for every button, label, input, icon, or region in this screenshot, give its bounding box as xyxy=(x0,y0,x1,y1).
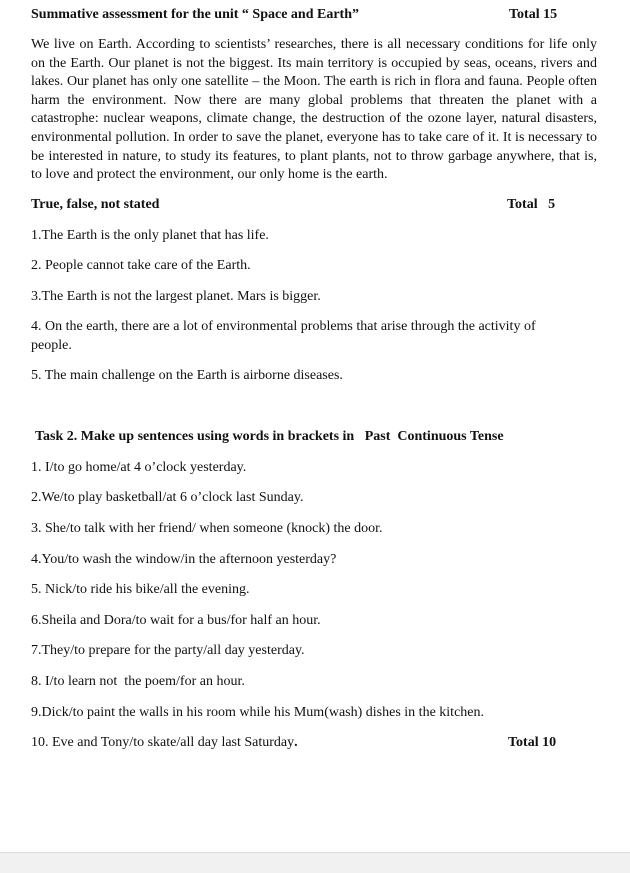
task1-heading: True, false, not stated xyxy=(31,197,160,212)
task2-item: 8. I/to learn not the poem/for an hour. xyxy=(31,674,245,689)
task2-item: 2.We/to play basketball/at 6 o’clock last Sunday. xyxy=(31,490,304,505)
task1-item: 3.The Earth is not the largest planet. Mars is bigger. xyxy=(31,289,321,304)
task2-item: 4.You/to wash the window/in the afternoon yesterday? xyxy=(31,552,337,567)
task2-item-last xyxy=(31,734,298,752)
task2-item: 7.They/to prepare for the party/all day yesterday. xyxy=(31,643,305,658)
task2-item: 3. She/to talk with her friend/ when someone (knock) the door. xyxy=(31,521,383,536)
task1-total: Total 5 xyxy=(507,197,556,212)
task2-item-period: . xyxy=(294,735,298,750)
document-title: Summative assessment for the unit “ Space and Earth” xyxy=(31,7,359,22)
task1-item: 2. People cannot take care of the Earth. xyxy=(31,258,251,273)
bottom-gray-bar xyxy=(0,852,630,873)
task2-total: Total 10 xyxy=(508,735,557,750)
task2-item: 5. Nick/to ride his bike/all the evening. xyxy=(31,582,250,597)
task2-item-text: 10. Eve and Tony/to skate/all day last Saturday xyxy=(31,735,295,750)
task1-item: 4. On the earth, there are a lot of environmental problems that arise through the activity of xyxy=(31,319,536,334)
document-total: Total 15 xyxy=(509,7,558,22)
task1-item: 1.The Earth is the only planet that has life. xyxy=(31,228,269,243)
task2-item: 6.Sheila and Dora/to wait for a bus/for half an hour. xyxy=(31,613,321,628)
task1-item: 5. The main challenge on the Earth is airborne diseases. xyxy=(31,368,343,383)
task1-item-continuation: people. xyxy=(31,338,72,353)
task2-heading: Task 2. Make up sentences using words in brackets in Past Continuous Tense xyxy=(35,429,504,444)
task2-item: 1. I/to go home/at 4 o’clock yesterday. xyxy=(31,460,247,475)
task2-item: 9.Dick/to paint the walls in his room while his Mum(wash) dishes in the kitchen. xyxy=(31,705,484,720)
reading-passage: We live on Earth. According to scientists’ researches, there is all necessary conditions for life only on the Earth. Our planet is not the biggest. Its main territory is occupied by seas, oceans, rivers and lakes. Our planet has only one satellite – the Moon. The earth is rich in flora and fauna. People often harm the environment. Now there are many global problems that threaten the planet with a catastrophe: nuclear weapons, climate change, the destruction of the ozone layer, natural disasters, environmental pollution. In order to save the planet, everyone has to take care of it. It is necessary to be interested in nature, to study its features, to plant plants, not to throw garbage anywhere, that is, to love and protect the environment, our only home is the earth. xyxy=(31,37,597,183)
